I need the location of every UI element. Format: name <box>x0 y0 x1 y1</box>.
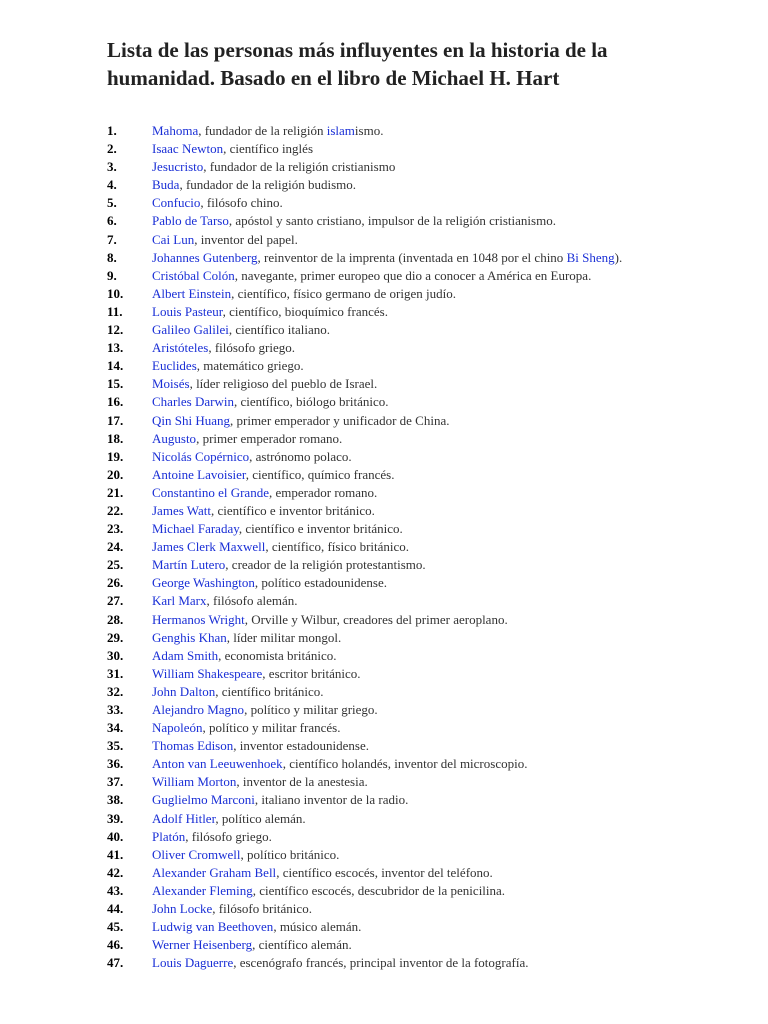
list-item-number: 37. <box>107 774 124 790</box>
list-item-number: 47. <box>107 955 124 971</box>
list-item-number: 32. <box>107 683 124 699</box>
person-description: , filósofo griego. <box>185 828 272 844</box>
person-link[interactable]: Oliver Cromwell <box>152 846 241 862</box>
list-item-number: 9. <box>107 267 117 283</box>
list-item <box>107 466 667 484</box>
list-item <box>107 538 667 556</box>
list-item <box>107 737 667 755</box>
person-description: , científico italiano. <box>228 322 330 338</box>
list-item-number: 29. <box>107 629 124 645</box>
person-link[interactable]: Ludwig van Beethoven <box>152 919 274 935</box>
list-item-number: 7. <box>107 231 117 247</box>
person-link[interactable]: Michael Faraday <box>152 521 239 537</box>
person-description: , escritor británico. <box>262 665 361 681</box>
list-item-number: 17. <box>107 412 124 428</box>
person-link[interactable]: Moisés <box>152 376 190 392</box>
person-description: ismo. <box>354 123 384 138</box>
person-link[interactable]: James Clerk Maxwell <box>152 539 266 555</box>
person-description: , filósofo británico. <box>212 901 312 917</box>
person-description: , filósofo alemán. <box>206 593 298 609</box>
list-item-number: 36. <box>107 756 124 772</box>
person-link[interactable]: Johannes Gutenberg <box>152 249 258 265</box>
person-link[interactable]: Napoleón <box>152 720 203 736</box>
person-link[interactable]: Charles Darwin <box>152 394 234 410</box>
list-item <box>107 231 667 249</box>
list-item <box>107 665 667 683</box>
person-link[interactable]: Hermanos Wright <box>152 611 245 627</box>
list-item <box>107 303 667 321</box>
person-description: , científico alemán. <box>252 937 352 953</box>
person-description: , fundador de la religión budismo. <box>179 177 357 193</box>
person-link[interactable]: Anton van Leeuwenhoek <box>152 756 283 772</box>
person-description: , músico alemán. <box>273 919 362 935</box>
influential-people-list <box>107 122 667 972</box>
list-item <box>107 701 667 719</box>
list-item <box>107 918 667 936</box>
person-description: , científico, físico germano de origen judío. <box>231 285 456 301</box>
person-description: , fundador de la religión cristianismo <box>203 159 396 175</box>
list-item <box>107 502 667 520</box>
person-description: ). <box>614 249 623 265</box>
person-description: , político británico. <box>240 846 340 862</box>
list-item-number: 33. <box>107 702 124 717</box>
list-item <box>107 357 667 375</box>
list-item <box>107 755 667 773</box>
person-description: , líder religioso del pueblo de Israel. <box>189 376 378 392</box>
person-link[interactable]: Thomas Edison <box>152 738 234 754</box>
list-item <box>107 412 667 430</box>
person-link[interactable]: Alejandro Magno <box>152 702 245 717</box>
person-description: , filósofo griego. <box>208 340 295 356</box>
person-link[interactable]: Alexander Fleming <box>152 882 253 898</box>
person-description: , economista británico. <box>218 647 337 663</box>
person-description: , primer emperador romano. <box>196 430 343 446</box>
person-link[interactable]: Confucio <box>152 195 201 211</box>
person-description: , matemático griego. <box>196 358 304 374</box>
list-item-number: 34. <box>107 720 124 736</box>
person-link[interactable]: Alexander Graham Bell <box>152 864 277 880</box>
list-item <box>107 393 667 411</box>
person-description: , creador de la religión protestantismo. <box>225 557 426 573</box>
person-description: , científico británico. <box>215 683 324 699</box>
person-description: , inventor de la anestesia. <box>236 774 368 790</box>
person-description: , científico inglés <box>223 141 313 157</box>
person-link[interactable]: John Locke <box>152 901 213 917</box>
page-title: Lista de las personas más influyentes en la historia de la humanidad. Basado en el libro de Michael H. Hart <box>107 38 608 90</box>
person-link[interactable]: William Morton <box>152 774 237 790</box>
list-item <box>107 249 667 267</box>
person-link[interactable]: Adolf Hitler <box>152 810 216 826</box>
list-item <box>107 484 667 502</box>
list-item <box>107 448 667 466</box>
list-item-number: 42. <box>107 864 124 880</box>
person-link[interactable]: Galileo Galilei <box>152 322 229 338</box>
list-item-number: 43. <box>107 882 124 898</box>
person-description: , científico, químico francés. <box>245 466 395 482</box>
list-item-number: 22. <box>107 502 124 518</box>
person-link[interactable]: Buda <box>152 177 180 193</box>
list-item-number: 35. <box>107 738 124 754</box>
list-item-number: 38. <box>107 792 124 808</box>
person-link[interactable]: islam <box>326 123 355 138</box>
list-item <box>107 936 667 954</box>
list-item <box>107 520 667 538</box>
person-description: , político y militar francés. <box>202 720 341 736</box>
list-item <box>107 375 667 393</box>
list-item <box>107 176 667 194</box>
person-link[interactable]: Constantino el Grande <box>152 484 269 500</box>
person-link[interactable]: Cai Lun <box>152 231 195 247</box>
person-link[interactable]: Cristóbal Colón <box>152 267 235 283</box>
list-item-number: 6. <box>107 213 117 229</box>
list-item <box>107 954 667 972</box>
list-item-number: 27. <box>107 593 124 609</box>
person-description: , político y militar griego. <box>244 702 378 717</box>
list-item-number: 5. <box>107 195 117 211</box>
list-item <box>107 267 667 285</box>
list-item <box>107 339 667 357</box>
person-description: , fundador de la religión <box>198 123 327 138</box>
list-item-number: 1. <box>107 123 117 138</box>
list-item <box>107 194 667 212</box>
list-item <box>107 773 667 791</box>
list-item-number: 14. <box>107 358 124 374</box>
list-item-number: 13. <box>107 340 124 356</box>
list-item-number: 18. <box>107 430 124 446</box>
list-item-number: 25. <box>107 557 124 573</box>
list-item <box>107 574 667 592</box>
person-link[interactable]: Guglielmo Marconi <box>152 792 255 808</box>
list-item-number: 24. <box>107 539 124 555</box>
person-link[interactable]: Bi Sheng <box>566 249 615 265</box>
person-link[interactable]: James Watt <box>152 502 212 518</box>
list-item-number: 10. <box>107 285 124 301</box>
person-link[interactable]: Augusto <box>152 430 197 446</box>
list-item <box>107 864 667 882</box>
person-description: , inventor estadounidense. <box>233 738 369 754</box>
person-link[interactable]: John Dalton <box>152 683 216 699</box>
list-item <box>107 719 667 737</box>
person-link[interactable]: Karl Marx <box>152 593 207 609</box>
person-description: , emperador romano. <box>268 484 378 500</box>
list-item <box>107 629 667 647</box>
person-link[interactable]: Mahoma <box>152 123 199 138</box>
list-item <box>107 212 667 230</box>
person-description: , Orville y Wilbur, creadores del primer aeroplano. <box>244 611 508 627</box>
person-link[interactable]: Louis Daguerre <box>152 955 234 971</box>
list-item-number: 30. <box>107 647 124 663</box>
person-link[interactable]: Pablo de Tarso <box>152 213 229 229</box>
person-link[interactable]: Albert Einstein <box>152 285 232 301</box>
person-description: , científico, bioquímico francés. <box>222 303 388 319</box>
person-description: , astrónomo polaco. <box>249 448 352 464</box>
person-description: , científico, físico británico. <box>265 539 410 555</box>
list-item <box>107 556 667 574</box>
person-description: , navegante, primer europeo que dio a conocer a América en Europa. <box>234 267 592 283</box>
list-item-number: 8. <box>107 249 117 265</box>
person-link[interactable]: Platón <box>152 828 186 844</box>
list-item-number: 46. <box>107 937 124 953</box>
person-description: , científico escocés, inventor del teléfono. <box>276 864 493 880</box>
person-description: , político alemán. <box>215 810 306 826</box>
person-description: , apóstol y santo cristiano, impulsor de la religión cristianismo. <box>228 213 556 229</box>
list-item-number: 40. <box>107 828 124 844</box>
list-item <box>107 285 667 303</box>
list-item-number: 4. <box>107 177 117 193</box>
list-item-number: 11. <box>107 303 123 319</box>
person-description: , líder militar mongol. <box>226 629 342 645</box>
person-link[interactable]: Euclides <box>152 358 197 374</box>
list-item-number: 3. <box>107 159 117 175</box>
list-item-number: 45. <box>107 919 124 935</box>
person-link[interactable]: Werner Heisenberg <box>152 937 253 953</box>
list-item-number: 28. <box>107 611 124 627</box>
list-item <box>107 140 667 158</box>
list-item <box>107 158 667 176</box>
list-item <box>107 828 667 846</box>
list-item <box>107 900 667 918</box>
person-description: , inventor del papel. <box>194 231 298 247</box>
person-description: , filósofo chino. <box>200 195 283 211</box>
list-item <box>107 791 667 809</box>
person-link[interactable]: George Washington <box>152 575 255 591</box>
person-link[interactable]: Aristóteles <box>152 340 209 356</box>
list-item-number: 15. <box>107 376 124 392</box>
list-item-number: 31. <box>107 665 124 681</box>
list-item-number: 20. <box>107 466 124 482</box>
person-link[interactable]: Antoine Lavoisier <box>152 466 246 482</box>
person-description: , reinventor de la imprenta (inventada en 1048 por el chino <box>257 249 567 265</box>
person-description: , científico holandés, inventor del microscopio. <box>282 756 528 772</box>
list-item-number: 26. <box>107 575 124 591</box>
list-item-number: 19. <box>107 448 124 464</box>
person-description: , científico e inventor británico. <box>238 521 403 537</box>
list-item-number: 44. <box>107 901 124 917</box>
list-item <box>107 611 667 629</box>
list-item <box>107 846 667 864</box>
list-item-number: 16. <box>107 394 124 410</box>
person-link[interactable]: Martín Lutero <box>152 557 226 573</box>
list-item <box>107 321 667 339</box>
person-description: , científico, biólogo británico. <box>233 394 389 410</box>
list-item-number: 23. <box>107 521 124 537</box>
list-item <box>107 122 667 140</box>
person-description: , primer emperador y unificador de China. <box>230 412 450 428</box>
person-link[interactable]: Genghis Khan <box>152 629 227 645</box>
person-link[interactable]: Louis Pasteur <box>152 303 223 319</box>
person-link[interactable]: Nicolás Copérnico <box>152 448 250 464</box>
list-item <box>107 647 667 665</box>
person-description: , político estadounidense. <box>254 575 387 591</box>
person-link[interactable]: William Shakespeare <box>152 665 263 681</box>
person-description: , escenógrafo francés, principal inventor de la fotografía. <box>233 955 529 971</box>
list-item <box>107 430 667 448</box>
list-item-number: 12. <box>107 322 124 338</box>
list-item <box>107 683 667 701</box>
person-description: , científico escocés, descubridor de la penicilina. <box>252 882 506 898</box>
person-link[interactable]: Qin Shi Huang <box>152 412 230 428</box>
list-item-number: 21. <box>107 484 124 500</box>
person-link[interactable]: Adam Smith <box>152 647 219 663</box>
list-item <box>107 592 667 610</box>
list-item <box>107 882 667 900</box>
list-item-number: 41. <box>107 846 124 862</box>
person-description: , italiano inventor de la radio. <box>254 792 409 808</box>
person-description: , científico e inventor británico. <box>211 502 375 518</box>
list-item <box>107 810 667 828</box>
person-link[interactable]: Jesucristo <box>152 159 204 175</box>
list-item-number: 2. <box>107 141 117 157</box>
list-item-number: 39. <box>107 810 124 826</box>
person-link[interactable]: Isaac Newton <box>152 141 224 157</box>
